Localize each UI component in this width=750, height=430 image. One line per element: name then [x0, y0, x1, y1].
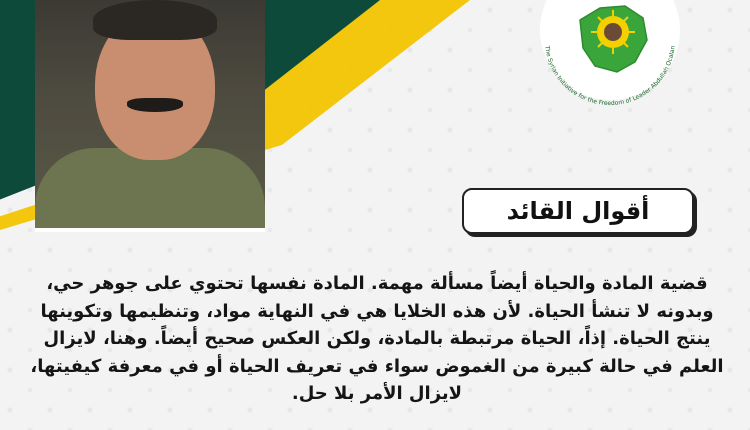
initiative-logo [525, 0, 695, 122]
photo-shirt [35, 148, 265, 228]
title-banner [462, 188, 694, 234]
photo-mustache [127, 98, 183, 112]
quote-text: قضية المادة والحياة أيضاً مسألة مهمة. المادة نفسها تحتوي على جوهر حي، وبدونه لا تنشأ الحياة. لأن هذه الخلايا هي في النهاية مواد، وتنظيمها وتكوينها ينتج الحياة. إذاً، الحياة مرتبطة بالمادة، ولكن العكس صحيح أيضاً. وهنا، لايزال العلم في حالة كبيرة من الغموض سواء في تعريف الحياة أو في معرفة كيفيتها، لايزال الأمر بلا حل. [30, 273, 724, 404]
page-title: أقوال القائد [506, 197, 650, 225]
leader-photo [35, 0, 265, 232]
photo-hair [93, 0, 217, 40]
logo-arc-text: The Syrian Initiative for the Freedom of Leader Abdullah Ocalan [543, 45, 677, 108]
